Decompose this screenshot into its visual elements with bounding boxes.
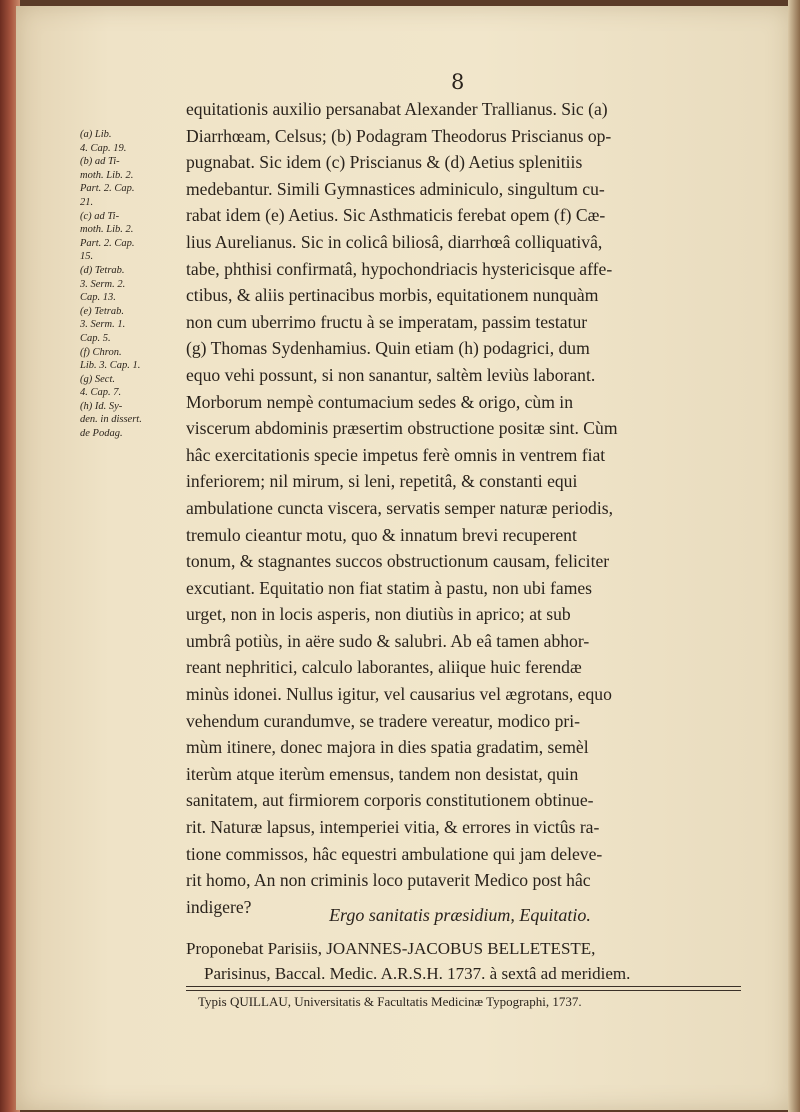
- body-line: medebantur. Simili Gymnastices adminiculo, singultum cu-: [186, 178, 605, 199]
- margin-note-line: moth. Lib. 2.: [80, 224, 134, 236]
- margin-note-line: 4. Cap. 7.: [80, 387, 122, 399]
- proponebat-block: [186, 936, 746, 986]
- body-line: Diarrhœam, Celsus; (b) Podagram Theodorus Priscianus op-: [186, 125, 612, 146]
- margin-note-line: den. in dissert.: [80, 414, 142, 426]
- body-line: iterùm atque iterùm emensus, tandem non desistat, quin: [186, 763, 579, 784]
- margin-note-line: (e) Tetrab.: [80, 305, 124, 317]
- body-line: hâc exercitationis specie impetus ferè omnis in ventrem fiat: [186, 444, 606, 465]
- printer-imprint: Typis QUILLAU, Universitatis & Facultatis Medicinæ Typographi, 1737.: [198, 994, 582, 1009]
- body-line: excutiant. Equitatio non fiat statim à pastu, non ubi fames: [186, 577, 593, 598]
- margin-note-line: moth. Lib. 2.: [80, 169, 134, 181]
- body-line: Morborum nempè contumacium sedes & origo, cùm in: [186, 391, 573, 412]
- margin-note-line: Part. 2. Cap.: [80, 183, 135, 195]
- body-line: minùs idonei. Nullus igitur, vel causarius vel ægrotans, equo: [186, 684, 612, 705]
- body-line: mùm itinere, donec majora in dies spatia gradatim, semèl: [186, 737, 589, 758]
- body-line: pugnabat. Sic idem (c) Priscianus & (d) Aetius splenitiis: [186, 152, 583, 173]
- margin-note-line: (b) ad Ti-: [80, 156, 120, 168]
- body-line: equitationis auxilio persanabat Alexander Trallianus. Sic (a): [186, 99, 608, 119]
- body-line: vehendum curandumve, se tradere vereatur, modico pri-: [186, 710, 581, 731]
- margin-note-line: 3. Serm. 2.: [80, 278, 126, 290]
- proponebat-line: Proponebat Parisiis, JOANNES-JACOBUS BELLETESTE,: [186, 939, 596, 958]
- body-line: (g) Thomas Sydenhamius. Quin etiam (h) podagrici, dum: [186, 338, 590, 359]
- margin-notes: [80, 128, 180, 441]
- body-line: ambulatione cuncta viscera, servatis semper naturæ periodis,: [186, 497, 613, 518]
- body-line: tione commissos, hâc equestri ambulatione qui jam deleve-: [186, 843, 603, 864]
- body-line: rabat idem (e) Aetius. Sic Asthmaticis ferebat opem (f) Cæ-: [186, 205, 606, 226]
- body-line: viscerum abdominis præsertim obstructione positæ sint. Cùm: [186, 418, 618, 439]
- body-line: rit homo, An non criminis loco putaverit Medico post hâc: [186, 870, 591, 891]
- body-line: tonum, & stagnantes succos obstructionum causam, feliciter: [186, 551, 610, 572]
- body-line: ctibus, & aliis pertinacibus morbis, equitationem nunquàm: [186, 285, 599, 306]
- body-line: equo vehi possunt, si non sanantur, saltèm leviùs laborant.: [186, 364, 596, 385]
- body-line: umbrâ potiùs, in aëre sudo & salubri. Ab eâ tamen abhor-: [186, 630, 590, 651]
- margin-note-line: Cap. 13.: [80, 292, 116, 304]
- margin-note-line: de Podag.: [80, 428, 123, 440]
- margin-note-line: (h) Id. Sy-: [80, 400, 123, 412]
- body-text: [186, 96, 742, 920]
- margin-note-line: Part. 2. Cap.: [80, 237, 135, 249]
- page-edge: [788, 0, 800, 1112]
- margin-note-line: 3. Serm. 1.: [80, 319, 126, 331]
- body-line: tremulo cieantur motu, quo & innatum brevi recuperent: [186, 524, 577, 545]
- body-line: rit. Naturæ lapsus, intemperiei vitia, & errores in victûs ra-: [186, 817, 600, 838]
- margin-note-line: (d) Tetrab.: [80, 264, 125, 276]
- imprint-rule: [186, 986, 741, 991]
- body-line: indigere?: [186, 896, 252, 917]
- margin-note-line: 15.: [80, 251, 94, 263]
- margin-note-line: (a) Lib.: [80, 129, 112, 140]
- margin-note-line: Lib. 3. Cap. 1.: [80, 360, 141, 372]
- margin-note-line: 21.: [80, 196, 94, 208]
- margin-note-line: 4. Cap. 19.: [80, 142, 127, 154]
- body-line: tabe, phthisi confirmatâ, hypochondriacis hystericisque affe-: [186, 258, 613, 279]
- body-line: sanitatem, aut firmiorem corporis constitutionem obtinue-: [186, 790, 594, 811]
- body-line: reant nephritici, calculo laborantes, aliique huic ferendæ: [186, 657, 582, 678]
- margin-note-line: (f) Chron.: [80, 346, 122, 358]
- body-line: lius Aurelianus. Sic in colicâ biliosâ, diarrhœâ colliquativâ,: [186, 231, 603, 252]
- margin-note-line: Cap. 5.: [80, 332, 111, 344]
- conclusion-line: Ergo sanitatis præsidium, Equitatio.: [329, 905, 591, 925]
- page-number: 8: [451, 70, 465, 94]
- proponebat-line: Parisinus, Baccal. Medic. A.R.S.H. 1737. à sextâ ad meridiem.: [204, 964, 631, 983]
- body-line: urget, non in locis asperis, non diutiùs in aprico; at sub: [186, 604, 571, 625]
- body-line: non cum uberrimo fructu à se imperatam, passim testatur: [186, 311, 588, 332]
- body-line: inferiorem; nil mirum, si leni, repetitâ, & constanti equi: [186, 471, 578, 492]
- margin-note-line: (g) Sect.: [80, 373, 115, 385]
- margin-note-line: (c) ad Ti-: [80, 210, 120, 222]
